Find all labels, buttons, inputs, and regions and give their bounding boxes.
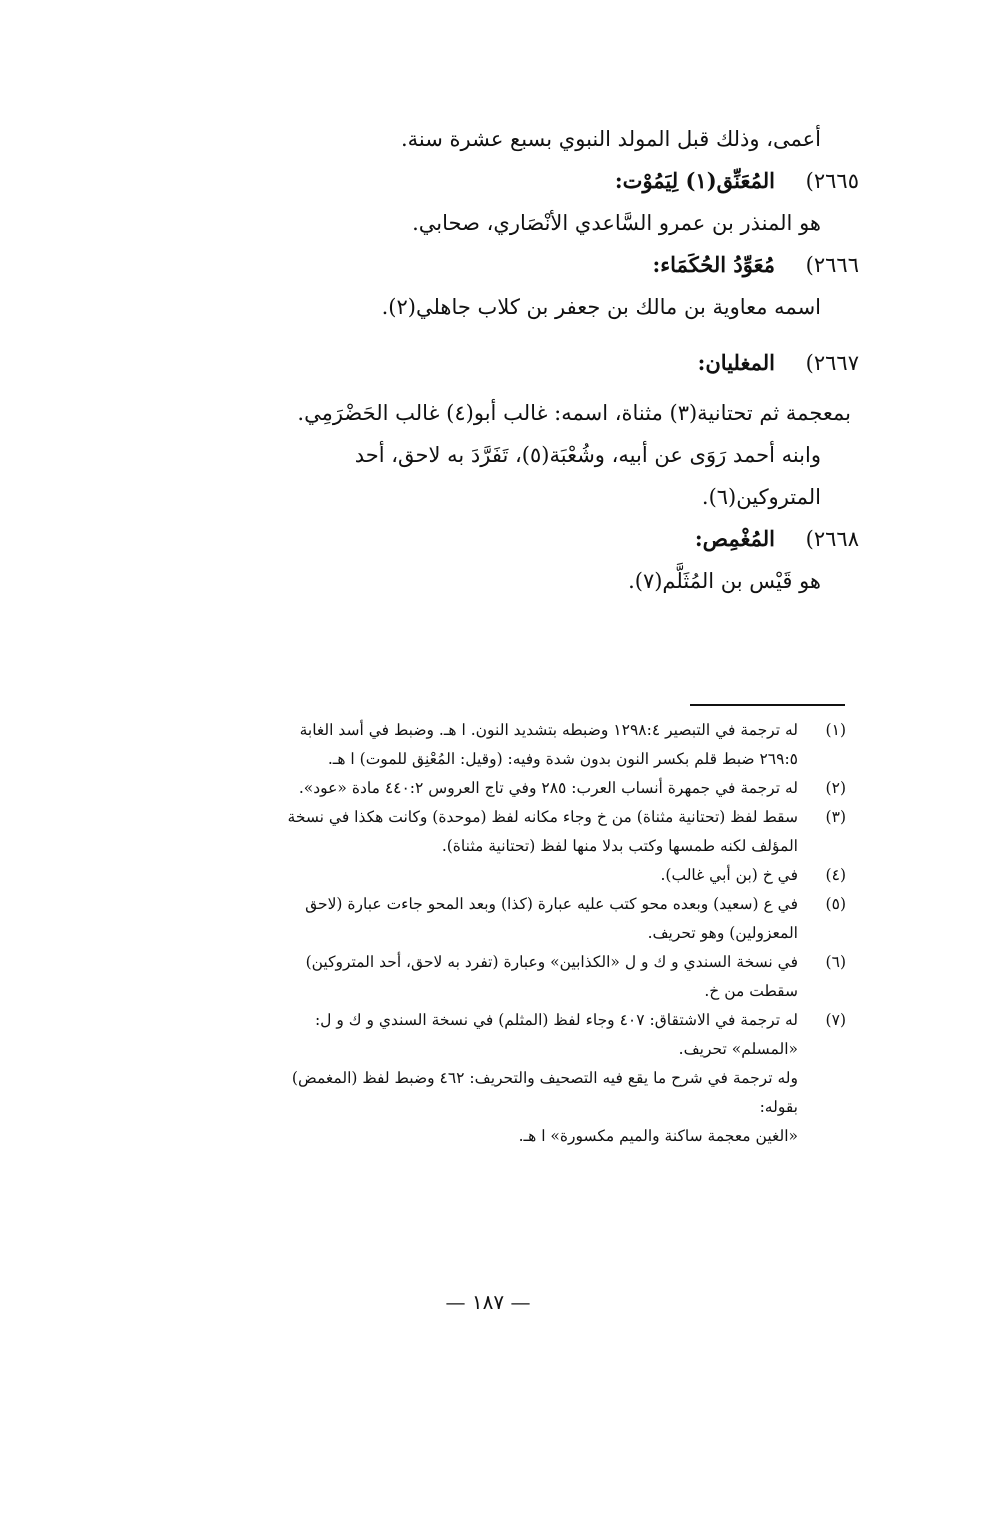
footnote-number: (١) (825, 721, 846, 739)
entry-title: المغليان: (697, 350, 775, 375)
footnote-number: (٦) (825, 953, 846, 971)
footnote-line: المعزولين) وهو تحريف. (647, 924, 798, 942)
footnote-text (130, 861, 798, 890)
footnote (130, 803, 846, 861)
footnote-number: (٧) (825, 1011, 846, 1029)
footnote-text (130, 890, 798, 948)
footnote-line: المؤلف لكنه طمسها وكتب بدلا منها لفظ (تحتانية مثناة). (441, 837, 798, 855)
entry-body-line: هو قَيْس بن المُثَلَّم(٧). (628, 569, 821, 593)
footnote-line: وله ترجمة في شرح ما يقع فيه التصحيف والتحريف: ٤٦٢ وضبط لفظ (المغمض) (291, 1069, 798, 1087)
footnote-line: له ترجمة في التبصير ١٢٩٨:٤ وضبطه بتشديد النون. ا هـ. وضبط في أسد الغابة (299, 721, 798, 739)
footnote-number: (٢) (825, 779, 846, 797)
footnote-text (130, 716, 798, 774)
footnote-continuation (130, 1064, 846, 1151)
footnote-text (130, 774, 798, 803)
footnote-line: له ترجمة في جمهرة أنساب العرب: ٢٨٥ وفي تاج العروس ٤٤٠:٢ مادة «عود». (298, 779, 798, 797)
entry-number: ٢٦٦٦) (805, 253, 859, 277)
footnote (130, 1006, 846, 1064)
footnote-separator (690, 704, 845, 706)
footnote-text (130, 1006, 798, 1064)
entry-title: مُعَوِّدُ الحُكَمَاء: (652, 252, 775, 277)
footnote-line: «المسلم» تحريف. (678, 1040, 798, 1058)
footnote-text (130, 803, 798, 861)
footnote-line: ٢٦٩:٥ ضبط قلم بكسر النون بدون شدة وفيه: (وقيل: المُعْنِق للموت) ا هـ. (327, 750, 798, 768)
entry-title: المُغْمِص: (694, 526, 775, 551)
footnote-line: له ترجمة في الاشتقاق: ٤٠٧ وجاء لفظ (المثلم) في نسخة السندي و ك و ل: (314, 1011, 798, 1029)
entry-number: ٢٦٦٥) (805, 169, 859, 193)
main-text (130, 118, 859, 602)
footnote-line: سقطت من خ. (704, 982, 798, 1000)
footnote-line: في نسخة السندي و ك و ل «الكذابين» وعبارة (تفرد به لاحق، أحد المتروكين) (305, 953, 798, 971)
footnote-number: (٣) (825, 808, 846, 826)
intro-line: أعمى، وذلك قبل المولد النبوي بسبع عشرة سنة. (400, 127, 821, 151)
entry-number: ٢٦٦٧) (805, 351, 859, 375)
entry-heading (130, 160, 859, 202)
entry-title: المُعَنِّق(١) لِيَمُوْت: (614, 168, 775, 193)
footnote (130, 716, 846, 774)
entry-body-line: اسمه معاوية بن مالك بن جعفر بن كلاب جاهلي(٢). (381, 295, 821, 319)
footnote-line: في ع (سعيد) وبعده محو كتب عليه عبارة (كذا) وبعد المحو جاءت عبارة (لاحق (305, 895, 798, 913)
footnote-line: بقوله: (759, 1098, 798, 1116)
entry-body-line: المتروكين(٦). (701, 485, 821, 509)
entry-heading (130, 342, 859, 384)
footnote (130, 861, 846, 890)
footnote (130, 774, 846, 803)
footnote-line: في خ (بن أبي غالب). (660, 866, 798, 884)
footnote (130, 890, 846, 948)
footnote-line: سقط لفظ (تحتانية مثناة) من خ وجاء مكانه لفظ (موحدة) وكانت هكذا في نسخة (287, 808, 798, 826)
entry-body-line: هو المنذر بن عمرو السَّاعدي الأنْصَاري، صحابي. (412, 211, 821, 235)
footnote-number: (٥) (825, 895, 846, 913)
footnote-line: «الغين معجمة ساكنة والميم مكسورة» ا هـ. (518, 1127, 798, 1145)
footnote (130, 948, 846, 1006)
entry-number: ٢٦٦٨) (805, 527, 859, 551)
footnote-number: (٤) (825, 866, 846, 884)
footnotes (130, 716, 846, 1151)
page-number: — ١٨٧ — (445, 1290, 531, 1314)
entry-heading (130, 518, 859, 560)
footnote-text (130, 948, 798, 1006)
entry-body-line: وابنه أحمد رَوَى عن أبيه، وشُعْبَة(٥)، تَفَرَّدَ به لاحق، أحد (354, 443, 821, 467)
entry-heading (130, 244, 859, 286)
entry-body-line: بمعجمة ثم تحتانية(٣) مثناة، اسمه: غالب أبو(٤) غالب الحَضْرَمِي. (297, 401, 851, 425)
